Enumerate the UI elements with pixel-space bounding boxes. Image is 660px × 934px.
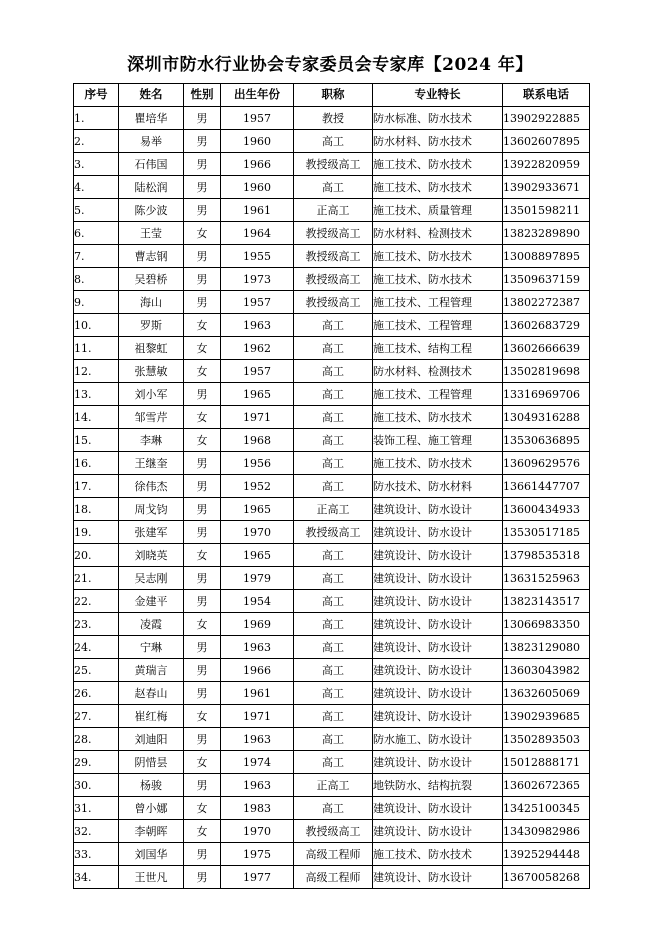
- table-row: [74, 360, 590, 383]
- cell-index: 13.: [74, 383, 119, 406]
- cell-index: 15.: [74, 429, 119, 452]
- cell-specialty: 建筑设计、防水设计: [373, 705, 503, 728]
- cell-gender: 女: [184, 360, 221, 383]
- cell-gender: 女: [184, 429, 221, 452]
- cell-name: 刘小军: [119, 383, 184, 406]
- cell-title: 高工: [294, 544, 373, 567]
- cell-name: 瞿培华: [119, 107, 184, 130]
- cell-birth-year: 1966: [221, 659, 294, 682]
- cell-gender: 男: [184, 728, 221, 751]
- table-row: [74, 659, 590, 682]
- cell-name: 刘迪阳: [119, 728, 184, 751]
- table-row: [74, 222, 590, 245]
- cell-specialty: 建筑设计、防水设计: [373, 636, 503, 659]
- table-row: [74, 475, 590, 498]
- table-row: [74, 705, 590, 728]
- cell-gender: 男: [184, 498, 221, 521]
- cell-birth-year: 1965: [221, 544, 294, 567]
- cell-gender: 男: [184, 475, 221, 498]
- cell-index: 10.: [74, 314, 119, 337]
- cell-birth-year: 1983: [221, 797, 294, 820]
- cell-birth-year: 1956: [221, 452, 294, 475]
- cell-index: 11.: [74, 337, 119, 360]
- cell-phone: 13902922885: [503, 107, 590, 130]
- cell-specialty: 防水材料、检测技术: [373, 222, 503, 245]
- cell-name: 张建军: [119, 521, 184, 544]
- cell-title: 高工: [294, 383, 373, 406]
- cell-phone: 13902933671: [503, 176, 590, 199]
- table-row: [74, 567, 590, 590]
- cell-birth-year: 1975: [221, 843, 294, 866]
- cell-birth-year: 1957: [221, 107, 294, 130]
- cell-birth-year: 1965: [221, 383, 294, 406]
- cell-title: 高工: [294, 406, 373, 429]
- cell-specialty: 建筑设计、防水设计: [373, 659, 503, 682]
- cell-index: 30.: [74, 774, 119, 797]
- cell-specialty: 施工技术、结构工程: [373, 337, 503, 360]
- cell-title: 高工: [294, 314, 373, 337]
- header-birth-year: 出生年份: [221, 84, 294, 107]
- cell-phone: 13602683729: [503, 314, 590, 337]
- cell-title: 高工: [294, 797, 373, 820]
- cell-specialty: 施工技术、质量管理: [373, 199, 503, 222]
- cell-specialty: 施工技术、防水技术: [373, 843, 503, 866]
- cell-index: 26.: [74, 682, 119, 705]
- cell-specialty: 建筑设计、防水设计: [373, 544, 503, 567]
- header-specialty: 专业特长: [373, 84, 503, 107]
- cell-birth-year: 1963: [221, 774, 294, 797]
- cell-specialty: 建筑设计、防水设计: [373, 751, 503, 774]
- cell-specialty: 施工技术、防水技术: [373, 452, 503, 475]
- header-gender: 性别: [184, 84, 221, 107]
- cell-birth-year: 1961: [221, 682, 294, 705]
- cell-gender: 男: [184, 268, 221, 291]
- cell-specialty: 地铁防水、结构抗裂: [373, 774, 503, 797]
- cell-birth-year: 1960: [221, 176, 294, 199]
- table-row: [74, 682, 590, 705]
- cell-birth-year: 1960: [221, 130, 294, 153]
- cell-title: 高工: [294, 429, 373, 452]
- table-row: [74, 199, 590, 222]
- cell-gender: 男: [184, 659, 221, 682]
- document-title: 深圳市防水行业协会专家委员会专家库【2024 年】: [127, 55, 533, 75]
- cell-title: 教授级高工: [294, 153, 373, 176]
- cell-name: 李琳: [119, 429, 184, 452]
- cell-phone: 13631525963: [503, 567, 590, 590]
- cell-name: 凌霞: [119, 613, 184, 636]
- cell-phone: 13902939685: [503, 705, 590, 728]
- expert-table: [73, 83, 590, 889]
- cell-phone: 13049316288: [503, 406, 590, 429]
- cell-index: 31.: [74, 797, 119, 820]
- cell-phone: 13502819698: [503, 360, 590, 383]
- cell-gender: 男: [184, 107, 221, 130]
- table-row: [74, 797, 590, 820]
- cell-title: 教授: [294, 107, 373, 130]
- cell-specialty: 防水技术、防水材料: [373, 475, 503, 498]
- cell-title: 高级工程师: [294, 843, 373, 866]
- cell-name: 阴惜昙: [119, 751, 184, 774]
- header-phone: 联系电话: [503, 84, 590, 107]
- cell-index: 3.: [74, 153, 119, 176]
- cell-phone: 13600434933: [503, 498, 590, 521]
- table-row: [74, 153, 590, 176]
- cell-index: 7.: [74, 245, 119, 268]
- table-row: [74, 544, 590, 567]
- cell-title: 正高工: [294, 498, 373, 521]
- table-row: [74, 107, 590, 130]
- cell-title: 教授级高工: [294, 820, 373, 843]
- cell-phone: 13802272387: [503, 291, 590, 314]
- cell-gender: 女: [184, 705, 221, 728]
- cell-title: 高工: [294, 176, 373, 199]
- cell-index: 18.: [74, 498, 119, 521]
- cell-birth-year: 1954: [221, 590, 294, 613]
- cell-index: 21.: [74, 567, 119, 590]
- cell-birth-year: 1955: [221, 245, 294, 268]
- cell-gender: 女: [184, 337, 221, 360]
- cell-gender: 女: [184, 820, 221, 843]
- cell-name: 周戈钧: [119, 498, 184, 521]
- cell-title: 高级工程师: [294, 866, 373, 889]
- cell-gender: 男: [184, 199, 221, 222]
- cell-gender: 女: [184, 222, 221, 245]
- cell-index: 14.: [74, 406, 119, 429]
- cell-specialty: 防水材料、防水技术: [373, 130, 503, 153]
- cell-name: 邹雪芹: [119, 406, 184, 429]
- header-row: [74, 84, 590, 107]
- cell-title: 高工: [294, 590, 373, 613]
- cell-title: 高工: [294, 337, 373, 360]
- cell-gender: 男: [184, 130, 221, 153]
- cell-index: 24.: [74, 636, 119, 659]
- cell-name: 崔红梅: [119, 705, 184, 728]
- cell-specialty: 施工技术、工程管理: [373, 291, 503, 314]
- cell-name: 王世凡: [119, 866, 184, 889]
- cell-phone: 13670058268: [503, 866, 590, 889]
- cell-gender: 男: [184, 383, 221, 406]
- cell-phone: 13066983350: [503, 613, 590, 636]
- cell-index: 23.: [74, 613, 119, 636]
- cell-name: 张慧敏: [119, 360, 184, 383]
- cell-birth-year: 1965: [221, 498, 294, 521]
- cell-phone: 13823129080: [503, 636, 590, 659]
- cell-gender: 女: [184, 613, 221, 636]
- cell-birth-year: 1961: [221, 199, 294, 222]
- cell-specialty: 防水施工、防水设计: [373, 728, 503, 751]
- cell-phone: 13502893503: [503, 728, 590, 751]
- cell-index: 34.: [74, 866, 119, 889]
- table-row: [74, 820, 590, 843]
- table-row: [74, 130, 590, 153]
- cell-specialty: 施工技术、防水技术: [373, 176, 503, 199]
- table-row: [74, 268, 590, 291]
- cell-title: 教授级高工: [294, 268, 373, 291]
- cell-name: 徐伟杰: [119, 475, 184, 498]
- cell-phone: 13425100345: [503, 797, 590, 820]
- cell-name: 刘晓英: [119, 544, 184, 567]
- cell-index: 22.: [74, 590, 119, 613]
- cell-gender: 男: [184, 636, 221, 659]
- cell-title: 高工: [294, 728, 373, 751]
- cell-birth-year: 1977: [221, 866, 294, 889]
- cell-gender: 男: [184, 843, 221, 866]
- cell-index: 8.: [74, 268, 119, 291]
- cell-index: 12.: [74, 360, 119, 383]
- cell-name: 赵春山: [119, 682, 184, 705]
- cell-index: 19.: [74, 521, 119, 544]
- cell-name: 曹志钢: [119, 245, 184, 268]
- cell-title: 高工: [294, 452, 373, 475]
- cell-title: 正高工: [294, 199, 373, 222]
- cell-name: 杨骏: [119, 774, 184, 797]
- cell-gender: 男: [184, 682, 221, 705]
- cell-phone: 13602666639: [503, 337, 590, 360]
- cell-phone: 13823289890: [503, 222, 590, 245]
- cell-title: 教授级高工: [294, 291, 373, 314]
- cell-index: 6.: [74, 222, 119, 245]
- table-row: [74, 728, 590, 751]
- table-row: [74, 452, 590, 475]
- cell-name: 罗斯: [119, 314, 184, 337]
- cell-title: 教授级高工: [294, 245, 373, 268]
- cell-birth-year: 1970: [221, 820, 294, 843]
- cell-phone: 13798535318: [503, 544, 590, 567]
- cell-name: 陆松润: [119, 176, 184, 199]
- cell-phone: 13922820959: [503, 153, 590, 176]
- cell-phone: 13632605069: [503, 682, 590, 705]
- cell-index: 27.: [74, 705, 119, 728]
- cell-specialty: 建筑设计、防水设计: [373, 866, 503, 889]
- header-index: 序号: [74, 84, 119, 107]
- cell-index: 4.: [74, 176, 119, 199]
- cell-phone: 13430982986: [503, 820, 590, 843]
- table-row: [74, 245, 590, 268]
- cell-birth-year: 1963: [221, 728, 294, 751]
- table-row: [74, 774, 590, 797]
- cell-specialty: 施工技术、防水技术: [373, 406, 503, 429]
- cell-title: 高工: [294, 130, 373, 153]
- cell-name: 曾小娜: [119, 797, 184, 820]
- cell-gender: 男: [184, 245, 221, 268]
- table-row: [74, 498, 590, 521]
- cell-phone: 13530517185: [503, 521, 590, 544]
- cell-title: 高工: [294, 613, 373, 636]
- cell-birth-year: 1974: [221, 751, 294, 774]
- header-title: 职称: [294, 84, 373, 107]
- cell-gender: 女: [184, 797, 221, 820]
- cell-specialty: 建筑设计、防水设计: [373, 521, 503, 544]
- cell-specialty: 建筑设计、防水设计: [373, 682, 503, 705]
- table-row: [74, 176, 590, 199]
- table-row: [74, 636, 590, 659]
- cell-index: 9.: [74, 291, 119, 314]
- cell-gender: 男: [184, 291, 221, 314]
- cell-specialty: 建筑设计、防水设计: [373, 567, 503, 590]
- cell-birth-year: 1957: [221, 360, 294, 383]
- cell-name: 王继奎: [119, 452, 184, 475]
- cell-title: 高工: [294, 705, 373, 728]
- cell-title: 高工: [294, 360, 373, 383]
- cell-specialty: 建筑设计、防水设计: [373, 797, 503, 820]
- cell-phone: 13602607895: [503, 130, 590, 153]
- cell-specialty: 防水材料、检测技术: [373, 360, 503, 383]
- table-row: [74, 337, 590, 360]
- table-row: [74, 590, 590, 613]
- cell-name: 李朝晖: [119, 820, 184, 843]
- cell-title: 高工: [294, 659, 373, 682]
- cell-specialty: 建筑设计、防水设计: [373, 498, 503, 521]
- table-row: [74, 521, 590, 544]
- cell-gender: 女: [184, 314, 221, 337]
- table-row: [74, 314, 590, 337]
- cell-phone: 13602672365: [503, 774, 590, 797]
- cell-birth-year: 1962: [221, 337, 294, 360]
- cell-birth-year: 1973: [221, 268, 294, 291]
- header-name: 姓名: [119, 84, 184, 107]
- cell-index: 29.: [74, 751, 119, 774]
- cell-gender: 男: [184, 567, 221, 590]
- table-row: [74, 613, 590, 636]
- cell-index: 1.: [74, 107, 119, 130]
- cell-name: 宁琳: [119, 636, 184, 659]
- cell-specialty: 施工技术、防水技术: [373, 153, 503, 176]
- cell-birth-year: 1966: [221, 153, 294, 176]
- cell-title: 高工: [294, 475, 373, 498]
- cell-gender: 男: [184, 590, 221, 613]
- cell-index: 16.: [74, 452, 119, 475]
- cell-phone: 15012888171: [503, 751, 590, 774]
- table-row: [74, 866, 590, 889]
- cell-index: 32.: [74, 820, 119, 843]
- cell-birth-year: 1957: [221, 291, 294, 314]
- cell-name: 陈少波: [119, 199, 184, 222]
- cell-gender: 女: [184, 406, 221, 429]
- cell-name: 易举: [119, 130, 184, 153]
- cell-phone: 13661447707: [503, 475, 590, 498]
- cell-gender: 男: [184, 521, 221, 544]
- cell-name: 石伟国: [119, 153, 184, 176]
- cell-phone: 13925294448: [503, 843, 590, 866]
- cell-title: 正高工: [294, 774, 373, 797]
- cell-phone: 13530636895: [503, 429, 590, 452]
- cell-birth-year: 1952: [221, 475, 294, 498]
- cell-phone: 13609629576: [503, 452, 590, 475]
- cell-index: 2.: [74, 130, 119, 153]
- table-row: [74, 843, 590, 866]
- cell-gender: 男: [184, 153, 221, 176]
- cell-birth-year: 1963: [221, 636, 294, 659]
- table-row: [74, 751, 590, 774]
- cell-title: 高工: [294, 636, 373, 659]
- cell-name: 刘国华: [119, 843, 184, 866]
- cell-specialty: 施工技术、防水技术: [373, 245, 503, 268]
- cell-phone: 13603043982: [503, 659, 590, 682]
- cell-index: 28.: [74, 728, 119, 751]
- table-row: [74, 383, 590, 406]
- cell-name: 黄瑞言: [119, 659, 184, 682]
- cell-phone: 13008897895: [503, 245, 590, 268]
- table-body: [74, 107, 590, 889]
- cell-specialty: 建筑设计、防水设计: [373, 613, 503, 636]
- cell-birth-year: 1971: [221, 705, 294, 728]
- cell-specialty: 装饰工程、施工管理: [373, 429, 503, 452]
- cell-name: 祖黎虹: [119, 337, 184, 360]
- cell-gender: 男: [184, 176, 221, 199]
- table-row: [74, 291, 590, 314]
- cell-gender: 女: [184, 751, 221, 774]
- cell-name: 金建平: [119, 590, 184, 613]
- cell-birth-year: 1969: [221, 613, 294, 636]
- cell-birth-year: 1979: [221, 567, 294, 590]
- cell-specialty: 施工技术、工程管理: [373, 314, 503, 337]
- cell-specialty: 施工技术、防水技术: [373, 268, 503, 291]
- cell-specialty: 建筑设计、防水设计: [373, 820, 503, 843]
- cell-phone: 13823143517: [503, 590, 590, 613]
- cell-gender: 男: [184, 866, 221, 889]
- cell-gender: 男: [184, 452, 221, 475]
- cell-specialty: 建筑设计、防水设计: [373, 590, 503, 613]
- cell-index: 5.: [74, 199, 119, 222]
- cell-title: 高工: [294, 751, 373, 774]
- table-row: [74, 406, 590, 429]
- cell-title: 教授级高工: [294, 521, 373, 544]
- cell-specialty: 施工技术、工程管理: [373, 383, 503, 406]
- cell-phone: 13501598211: [503, 199, 590, 222]
- cell-title: 高工: [294, 682, 373, 705]
- cell-index: 25.: [74, 659, 119, 682]
- cell-gender: 女: [184, 544, 221, 567]
- cell-phone: 13316969706: [503, 383, 590, 406]
- table-row: [74, 429, 590, 452]
- cell-birth-year: 1968: [221, 429, 294, 452]
- cell-birth-year: 1963: [221, 314, 294, 337]
- cell-birth-year: 1964: [221, 222, 294, 245]
- cell-name: 王莹: [119, 222, 184, 245]
- cell-specialty: 防水标准、防水技术: [373, 107, 503, 130]
- cell-birth-year: 1971: [221, 406, 294, 429]
- cell-phone: 13509637159: [503, 268, 590, 291]
- cell-gender: 男: [184, 774, 221, 797]
- cell-name: 吴碧桥: [119, 268, 184, 291]
- cell-index: 33.: [74, 843, 119, 866]
- cell-title: 高工: [294, 567, 373, 590]
- cell-index: 20.: [74, 544, 119, 567]
- cell-index: 17.: [74, 475, 119, 498]
- cell-name: 吴志刚: [119, 567, 184, 590]
- cell-title: 教授级高工: [294, 222, 373, 245]
- cell-birth-year: 1970: [221, 521, 294, 544]
- cell-name: 海山: [119, 291, 184, 314]
